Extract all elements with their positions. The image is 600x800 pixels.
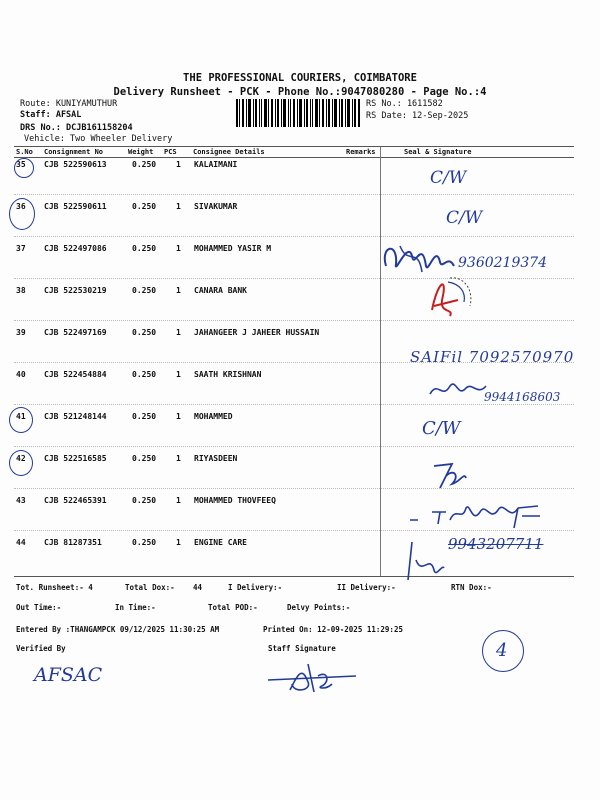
- handwritten-note-39: SAIFil 7092570970: [410, 348, 575, 366]
- handwritten-phone-44: 9943207711: [448, 535, 544, 553]
- row-weight: 0.250: [132, 286, 157, 295]
- row-sno: 41: [16, 412, 26, 421]
- col-header-remarks: Remarks: [346, 148, 376, 156]
- row-pcs: 1: [176, 286, 181, 295]
- row-pcs: 1: [176, 328, 181, 337]
- row-separator: [14, 404, 574, 405]
- in-time-label: In Time:-: [115, 603, 156, 612]
- row-weight: 0.250: [132, 202, 157, 211]
- entered-by: Entered By :THANGAMPCK 09/12/2025 11:30:25 AM: [16, 625, 220, 634]
- total-dox-value: 44: [193, 583, 203, 592]
- row-circle-41: [9, 407, 33, 433]
- col-header-sno: S.No: [16, 148, 33, 156]
- row-consignment-no: CJB 522590611: [44, 202, 107, 211]
- staff-signature-label: Staff Signature: [268, 644, 336, 653]
- row-circle-42: [9, 450, 33, 476]
- table-header-rule: [14, 157, 574, 158]
- row-consignee-name: MOHAMMED THOVFEEQ: [194, 496, 276, 505]
- row-consignee-name: MOHAMMED YASIR M: [194, 244, 272, 253]
- staff-label: Staff: AFSAL: [20, 110, 82, 120]
- barcode-image: [236, 99, 360, 127]
- row-separator: [14, 320, 574, 321]
- rs-number: RS No.: 1611582: [366, 99, 443, 109]
- row-consignment-no: CJB 522516585: [44, 454, 107, 463]
- signature-scribble-42: [430, 458, 470, 494]
- verified-signature: AFSAC: [34, 664, 103, 686]
- row-sno: 44: [16, 538, 26, 547]
- tot-runsheet: Tot. Runsheet:- 4: [16, 583, 93, 592]
- col-header-consignee: Consignee Details: [193, 148, 265, 156]
- signature-scribble-43: [410, 498, 560, 532]
- drs-number: DRS No.: DCJB161158204: [20, 123, 133, 133]
- row-weight: 0.250: [132, 328, 157, 337]
- row-separator: [14, 194, 574, 195]
- row-separator: [14, 446, 574, 447]
- row-weight: 0.250: [132, 370, 157, 379]
- row-pcs: 1: [176, 454, 181, 463]
- handwritten-phone-37: 9360219374: [458, 255, 548, 271]
- row-consignee-name: KALAIMANI: [194, 160, 238, 169]
- row-sno: 36: [16, 202, 26, 211]
- row-consignment-no: CJB 521248144: [44, 412, 107, 421]
- verified-by-label: Verified By: [16, 644, 66, 653]
- row-weight: 0.250: [132, 538, 157, 547]
- row-pcs: 1: [176, 160, 181, 169]
- row-consignment-no: CJB 522465391: [44, 496, 107, 505]
- row-consignee-name: ENGINE CARE: [194, 538, 247, 547]
- row-pcs: 1: [176, 244, 181, 253]
- i-delivery-label: I Delivery:-: [228, 583, 283, 592]
- rs-date: RS Date: 12-Sep-2025: [366, 111, 469, 121]
- col-header-weight: Weight: [128, 148, 154, 156]
- delvy-points-label: Delvy Points:-: [287, 603, 351, 612]
- ii-delivery-label: II Delivery:-: [337, 583, 396, 592]
- total-dox-label: Total Dox:-: [125, 583, 175, 592]
- row-pcs: 1: [176, 538, 181, 547]
- col-header-pcs: PCS: [164, 148, 177, 156]
- total-pod-label: Total POD:-: [208, 603, 258, 612]
- row-weight: 0.250: [132, 244, 157, 253]
- row-consignee-name: JAHANGEER J JAHEER HUSSAIN: [194, 328, 320, 337]
- row-weight: 0.250: [132, 454, 157, 463]
- row-sno: 38: [16, 286, 26, 295]
- handwritten-cw-36: C/W: [446, 208, 483, 228]
- bank-stamp-signature: [420, 270, 480, 322]
- rtn-dox-label: RTN Dox:-: [451, 583, 492, 592]
- company-title: THE PROFESSIONAL COURIERS, COIMBATORE: [183, 72, 417, 84]
- row-sno: 37: [16, 244, 26, 253]
- row-consignee-name: MOHAMMED: [194, 412, 233, 421]
- handwritten-page-number: 4: [496, 640, 508, 661]
- row-separator: [14, 278, 574, 279]
- row-separator: [14, 236, 574, 237]
- row-sno: 43: [16, 496, 26, 505]
- row-consignment-no: CJB 522590613: [44, 160, 107, 169]
- signature-scribble-40: [428, 378, 488, 404]
- row-consignment-no: CJB 522530219: [44, 286, 107, 295]
- out-time-label: Out Time:-: [16, 603, 62, 612]
- row-sno: 42: [16, 454, 26, 463]
- row-consignee-name: RIYASDEEN: [194, 454, 238, 463]
- col-header-seal: Seal & Signature: [404, 148, 472, 156]
- row-consignment-no: CJB 522497169: [44, 328, 107, 337]
- row-pcs: 1: [176, 370, 181, 379]
- row-weight: 0.250: [132, 412, 157, 421]
- table-top-rule: [14, 146, 574, 147]
- row-pcs: 1: [176, 412, 181, 421]
- row-consignee-name: CANARA BANK: [194, 286, 247, 295]
- col-header-consignment: Consignment No: [44, 148, 104, 156]
- row-consignment-no: CJB 81287351: [44, 538, 102, 547]
- row-consignment-no: CJB 522497086: [44, 244, 107, 253]
- row-sno: 39: [16, 328, 26, 337]
- row-consignee-name: SAATH KRISHNAN: [194, 370, 262, 379]
- row-weight: 0.250: [132, 160, 157, 169]
- row-consignee-name: SIVAKUMAR: [194, 202, 238, 211]
- handwritten-phone-40: 9944168603: [484, 390, 561, 404]
- row-consignment-no: CJB 522454884: [44, 370, 107, 379]
- row-weight: 0.250: [132, 496, 157, 505]
- row-pcs: 1: [176, 202, 181, 211]
- handwritten-cw-41: C/W: [422, 418, 461, 439]
- runsheet-subtitle: Delivery Runsheet - PCK - Phone No.:9047080280 - Page No.:4: [113, 86, 487, 98]
- staff-signature-scribble: [268, 660, 358, 694]
- row-circle-36: [9, 198, 35, 230]
- row-separator: [14, 488, 574, 489]
- row-sno: 35: [16, 160, 26, 169]
- vehicle-label: Vehicle: Two Wheeler Delivery: [24, 134, 173, 144]
- route-label: Route: KUNIYAMUTHUR: [20, 99, 118, 109]
- row-circle-35: [14, 158, 34, 178]
- row-pcs: 1: [176, 496, 181, 505]
- table-bottom-rule: [14, 576, 574, 577]
- signature-scribble-44: [406, 540, 446, 586]
- row-sno: 40: [16, 370, 26, 379]
- printed-on: Printed On: 12-09-2025 11:29:25: [263, 625, 403, 634]
- handwritten-cw-35: C/W: [430, 168, 467, 188]
